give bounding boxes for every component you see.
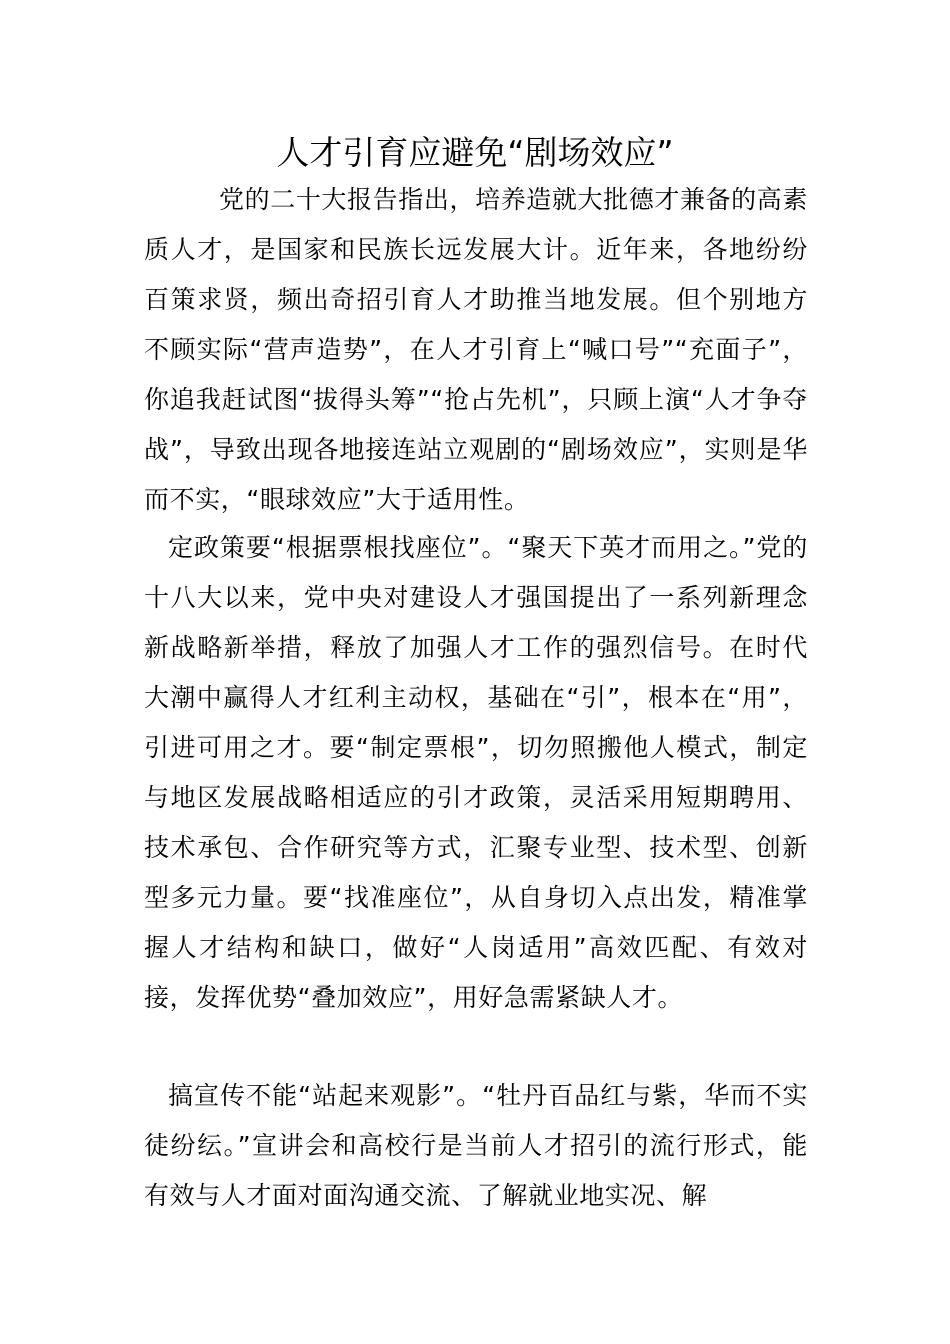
article-title: 人才引育应避免“剧场效应” <box>276 133 674 172</box>
article-paragraph-3: 搞宣传不能“站起来观影”。“牡丹百品红与紫，华而不实徒纷纭。”宣讲会和高校行是当前人才招引的流行形式，能有效与人才面对面沟通交流、了解就业地实况、解 <box>144 1081 808 1210</box>
article-paragraph-2: 定政策要“根据票根找座位”。“聚天下英才而用之。”党的十八大以来，党中央对建设人才强国提出了一系列新理念新战略新举措，释放了加强人才工作的强烈信号。在时代大潮中赢得人才红利主动权，基础在“引”，根本在“用”，引进可用之才。要“制定票根”，切勿照搬他人模式，制定与地区发展战略相适应的引才政策，灵活采用短期聘用、技术承包、合作研究等方式，汇聚专业型、技术型、创新型多元力量。要“找准座位”，从自身切入点出发，精准掌握人才结构和缺口，做好“人岗适用”高效匹配、有效对接，发挥优势“叠加效应”，用好急需紧缺人才。 <box>144 533 808 1012</box>
article-paragraph-1: 党的二十大报告指出，培养造就大批德才兼备的高素质人才，是国家和民族长远发展大计。近年来，各地纷纷百策求贤，频出奇招引育人才助推当地发展。但个别地方不顾实际“营声造势”，在人才引育上“喊口号”“充面子”，你追我赶试图“拔得头筹”“抢占先机”，只顾上演“人才争夺战”，导致出现各地接连站立观剧的“剧场效应”，实则是华而不实，“眼球效应”大于适用性。 <box>144 185 808 514</box>
